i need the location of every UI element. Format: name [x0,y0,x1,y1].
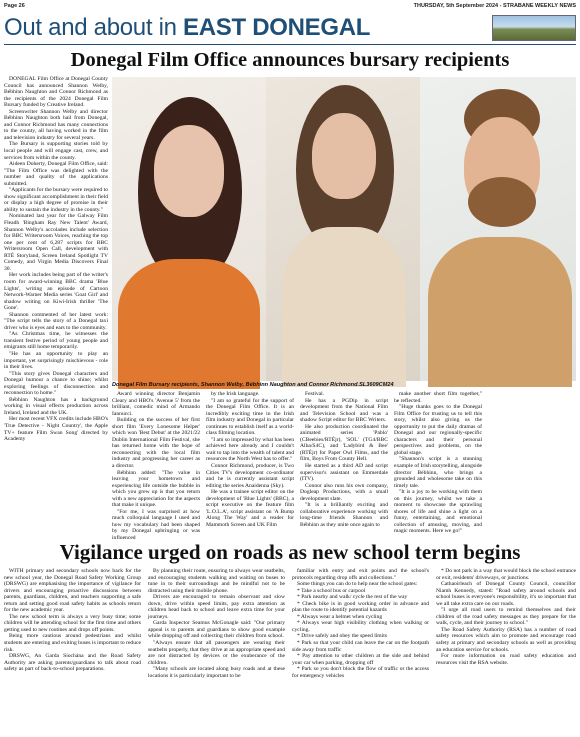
paragraph: "Shannon's script is a stunning example of Irish storytelling, alongside director Bébhinn, who brings a grounded and wholesome take on this timely tale. [394,456,482,489]
paragraph: familiar with entry and exit points and the school's protocols regarding drop offs and collections." [292,568,429,581]
section-title [4,13,370,43]
photo-bebhinn-naughton [266,77,420,381]
paragraph: "As Christmas time, he witnesses the transient festive period of young people and emigrants still home temporarily. [4,331,108,351]
article1-column-2 [112,391,200,542]
bursary-photo-strip [112,77,576,381]
article1-column-1 [4,76,108,538]
paragraph: Her work includes being part of the writer's room for award-winning BBC drama 'Blue Lights', writing an episode of Cartoon Network-Warner Media series 'Goat Girl' and shadow writing on Kiwi-Irish thriller 'The Gone'. [4,272,108,312]
page-number: Page 26 [4,3,25,9]
paragraph: He has a PGDip in script development from the National Film and Television School and was a shadow Script editor for BBC Writers. [300,397,388,424]
paragraph: Connor also runs his own company, Dogleap Productions, with a small development slate. [300,482,388,502]
article2-headline: Vigilance urged on roads as new school term begins [59,540,521,564]
paragraph: * Always wear high visibility clothing when walking or cycling. [292,620,429,633]
issue-date-line: THURSDAY, 5th September 2024 - STRABANE WEEKLY NEWS [413,3,576,9]
paragraph: Drivers are encouraged to remain observant and slow down, drive within speed limits, pay extra attention as children head back to school and leave extra time for your journeys. [148,594,285,620]
paragraph: Aideen Doherty, Donegal Film Office, said: "The Film Office was delighted with the number and quality of the applications submitted. [4,161,108,187]
paragraph: DRSWG, An Garda Síochána and the Road Safety Authority are asking parents/guardians to talk about road safety as part of back-to-school preparations. [4,653,141,673]
article1-column-5 [394,391,482,538]
paragraph: * Do not park in a way that would block the school entrance or exit, residents' driveways, or junctions. [436,568,576,581]
paragraph: * Always wear a helmet when cycling [297,613,383,620]
photo-connor-richmond [420,77,576,381]
article2-column-4 [436,568,576,734]
paragraph: "It is a joy to be working with them on this journey, whilst we take a moment to showcase the sprawling shores of life and shine a light on a funny, entertaining, and emotional collection of amusing, moving, and magic moments. Here we go!" [394,489,482,535]
landscape-banner-image [492,15,576,41]
paragraph: Her most recent VFX credits include HBO's 'True Detective - Night Country', the Apple TV+ feature Film Swan Song' directed by Academy [4,416,108,443]
paragraph: He also production coordinated the animated series 'Pablo' (CBeebies/RTÉjr), 'SOL' (TG4/BBC Alba/S4C), and 'Ladybird & Bee' (RTÉjr) for Paper Owl Films, and the film, Boys From County Hell. [300,423,388,463]
paragraph: Being more cautious around pedestrians and whilst students are entering and exiting buses is important to reduce risk. [4,633,141,653]
paragraph: "This story gives Donegal characters and Donegal humour a chance to shine; whilst exploring feelings of disconnection and reconnection to home." [4,370,108,397]
paragraph: Festival. [305,391,325,397]
paragraph: "Applicants for the bursary were required to show significant accomplishment in their field or display a high degree of promise in their ability to sustain the industry in the county." [4,187,108,213]
paragraph: "It is a brilliantly exciting and collaborative experience working with long-time friends Shannon and Bébhinn as they unite once again to [300,502,388,528]
article2-column-2 [148,568,285,734]
photo-shannon-welby [112,77,266,381]
paragraph: The Road Safety Authority (RSA) has a number of road safety resources which aim to promote and encourage road safety at primary and secondary schools as well as providing an education service for schools. [436,626,576,653]
section-header [4,13,576,43]
article1-column-3 [206,391,294,538]
paragraph: Bébhinn added: "The value in leaving your hometown and experiencing life outside the bubble in which you grew up is that you return with a new appreciation for the aspects that make it unique. [112,469,200,509]
paragraph: * Pay attention to other children at the side and behind your car when parking, dropping off [292,653,429,666]
paragraph: * Drive safely and obey the speed limits [297,633,387,640]
paragraph: He started as a third AD and script supervisor's assistant on Emmerdale (ITV). [300,463,388,483]
paragraph: "I am so impressed by what has been achieved here already and I couldn't wait to tap into the wealth of talent and resources the North West has to offer." [206,436,294,463]
paragraph: Bébhinn Naughton has a background working in visual effects production across Ireland, Iceland and the UK. [4,396,108,416]
article1-column-4 [300,391,388,538]
section-title-prefix: Out and about in [4,14,184,41]
paragraph: For more information on road safety education and resources visit the RSA website. [436,653,576,666]
photo-caption: Donegal Film Bursary recipients, Shannon Welby, Bébhinn Naughton and Connor Richmond.SL3609CM24 [112,382,394,388]
section-title-place: EAST DONEGAL [183,14,371,41]
paragraph: "Always ensure that all passengers are wearing their seatbelts properly, that they drive at an appropriate speed and are not distracted by devices or the exuberance of the children. [148,640,285,666]
paragraph: * Check bike is in good working order in advance and plan the route to identify potential hazards [292,600,429,614]
paragraph: DONEGAL Film Office at Donegal County Council has announced Shannon Welby, Bébhinn Naughton and Connor Richmond as the recipients of the 2024 Donegal Film Bursary funded by Creative Ireland. [4,76,108,109]
paragraph: By planning their route, ensuring to always wear seatbelts, and encouraging students walking and waiting on buses to tune in to their surroundings and be mindful not to be distracted using their mobile phone. [148,568,285,594]
paragraph: Shannon commented of her latest work: "The script tells the story of a Donegal taxi driver who is eyes and ears to the community. [4,311,108,331]
paragraph: WITH primary and secondary schools now back for the new school year, the Donegal Road Safety Working Group (DRSWG) are emphasising the importance of vigilance for drivers and encouraging proactive discussions between parents, guardians, children, and teachers supporting a safe return and setting good road safety habits as schools return for the new academic year. [4,568,141,614]
paragraph: Award winning director Benjamin Cleary and HBO's 'Avenue 5' from the brilliant, comedic mind of Armando Iannucci. [112,391,200,417]
section-rule [4,44,576,45]
paragraph: "Many schools are located along busy roads and at these locations it is particularly important to be [148,666,285,679]
paragraph: The Bursary is supporting stories told by local people and will engage cast, crew, and services from within the county. [4,141,108,161]
paragraph: Cathaoirleach of Donegal County Council, councillor Niamh Kennedy, stated: "Road safety around schools and school buses is everyone's responsibility, it's so important that we all take extra care on our roads. [436,581,576,607]
paragraph: "I urge all road users to remind themselves and their children of the road safety messages as they prepare for the walk, cycle, and their journey to school." [436,607,576,627]
paragraph: "For me, I was surprised at how much colloquial language I used and how my vocabulary had been shaped by my Donegal upbringing or was influenced [112,508,200,542]
paragraph: Some things you can do to help near the school gates: [297,581,418,588]
paragraph: * Park so that your child can leave the car on the footpath side away from traffic [292,640,429,653]
article2-column-1 [4,568,141,734]
paragraph: Building on the success of her first short film 'Every Lonesome Helper' which won 'Best Debut' at the 2021/22 Dublin International Film Festival, she has returned home with the hope of reconnecting with the local film industry and progressing her career as a director. [112,417,200,470]
page-header-bar [4,2,576,12]
paragraph: Garda Inspector Seamus McGonagle said: "Our primary appeal is to parents and guardians to show good example while dropping off and collecting their children from school. [148,620,285,640]
paragraph: by the Irish language. [211,391,260,397]
paragraph: Nominated last year for the Galway Film Fleadh 'Bingham Ray New Talent' Award, Shannon Welby's accolades include selection for BBC Writersroom Voices, reaching the top one per cent of 6,287 scripts for BBC Writersroom Open Call, development with RTÉ Storyland, Screen Ireland Spotlight TV Comedy, and Virgin Media Discovers Final 30. [4,213,108,272]
paragraph: "Huge thanks goes to the Donegal Film Office for trusting us to tell this story, whilst also giving us the opportunity to put the daily dramas of Donegal and our regionally-specific characters and their personal perspectives and problems, on the global stage. [394,404,482,456]
paragraph: * Park so you don't block the flow of traffic or the access for emergency vehicles [292,666,429,679]
paragraph: * Park nearby and walk/ cycle the rest of the way [297,594,408,601]
paragraph: Screenwriter Shannon Welby and director Bébhinn Naughton both hail from Donegal, and Connor Richmond has many connections to the county, all having worked in the film and television industry for several years. [4,108,108,141]
paragraph: "I am so grateful for the support of the Donegal Film Office. It is an incredibly exciting time in the Irish film industry and Donegal in particular continues to establish itself as a world-class filming location. [206,397,294,437]
paragraph: Connor Richmond, producer, is Two Cities TV's development co-ordinator and he is currently assistant script editing the series Anaidenna (Sky). [206,463,294,489]
article2-column-3 [292,568,429,734]
paragraph: * Take a school bus or carpool [297,587,366,594]
paragraph: He was a trainee script editor on the development of 'Blue Lights' (BBC), a script executive on the feature film 'L.O.L.A', script assistant on 'A Bump Along The Way' and a reader for Mammoth Screen and UK Film [206,489,294,528]
paragraph: make another short film together," he reflected. [394,391,482,404]
paragraph: The new school term is always a very busy time; some children will be attending school for the first time and others getting used to new routines and drops off points. [4,613,141,633]
article1-headline: Donegal Film Office announces bursary recipients [70,49,510,71]
paragraph: "He has an opportunity to play an important, yet surprisingly mischievous - role in their lives. [4,350,108,371]
